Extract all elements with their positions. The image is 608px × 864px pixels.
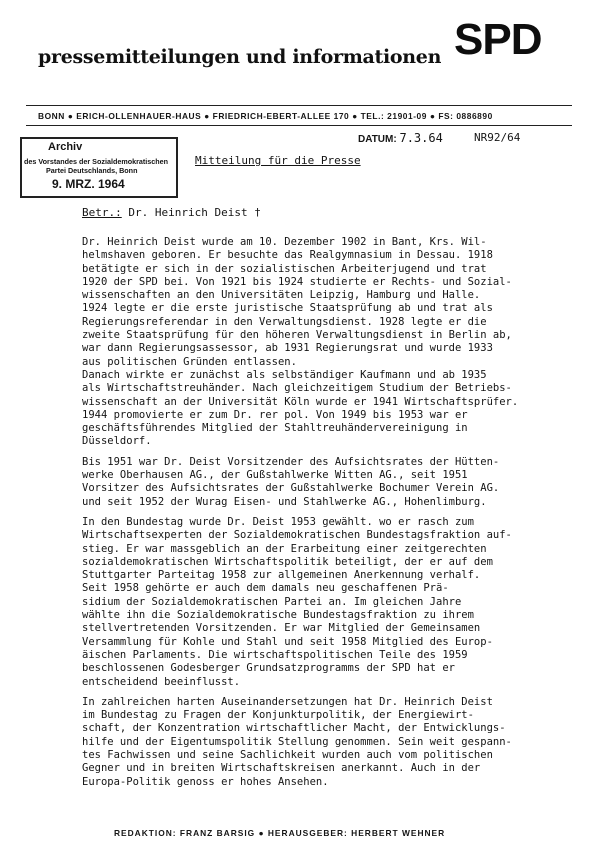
stamp-date: 9. MRZ. 1964 [52,177,125,191]
subject-text: Dr. Heinrich Deist [128,206,248,219]
body-line: wählte ihn die Sozialdemokratische Bundestagsfraktion zu ihrem [82,609,474,622]
body-line: äischen Parlaments. Die wirtschaftspolitischen Teile des 1959 [82,648,468,661]
archive-stamp [20,137,178,198]
header-rule-top [26,105,572,106]
body-line: In zahlreichen harten Auseinandersetzungen hat Dr. Heinrich Deist [82,695,493,708]
cross-symbol: † [254,206,261,219]
body-line: geschäftsführendes Mitglied der Stahltreuhändervereinigung in [82,422,468,435]
body-line: Bis 1951 war Dr. Deist Vorsitzender des Aufsichtsrates der Hütten- [82,455,500,468]
body-line: betätigte er sich in der sozialistischen Arbeiterjugend und trat [82,262,487,275]
body-line: helmshaven geboren. Er besuchte das Realgymnasium in Dessau. 1918 [82,249,493,262]
letterhead-title: pressemitteilungen und informationen [38,46,442,68]
body-line: stieg. Er war massgeblich an der Erarbeitung einer zeitgerechten [82,542,487,555]
body-line: In den Bundestag wurde Dr. Deist 1953 gewählt. wo er rasch zum [82,515,474,528]
header-rule-bottom [26,125,572,126]
body-paragraph [82,696,587,789]
letterhead-address: BONN ● ERICH-OLLENHAUER-HAUS ● FRIEDRICH-EBERT-ALLEE 170 ● TEL.: 21901-09 ● FS: 0886890 [38,111,493,121]
subject-line [82,206,261,219]
body-line: wissenschaft an der Universität Köln wurde er 1941 Wirtschaftsprüfer. [82,395,519,408]
body-line: sozialdemokratischen Wirtschaftspolitik beteiligt, der er auf dem [82,555,493,568]
body-paragraph [82,456,587,509]
body-line: Regierungsreferendar in den Verwaltungsdienst. 1928 legte er die [82,315,487,328]
body-line: Dr. Heinrich Deist wurde am 10. Dezember 1902 in Bant, Krs. Wil- [82,236,487,248]
date-field [358,131,443,145]
body-line: entscheidend beeinflusst. [82,675,241,688]
release-body [82,236,587,796]
stamp-title: Archiv [48,141,83,153]
body-line: Danach wirkte er zunächst als selbständiger Kaufmann und ab 1935 [82,368,487,381]
date-label: DATUM: [358,134,397,145]
stamp-line-2: des Vorstandes der Sozialdemokratischen [24,157,169,166]
body-line: schaft, der Konzentration wirtschaftlicher Macht, der Entwicklungs- [82,722,506,735]
body-line: werke Oberhausen AG., der Gußstahlwerke Witten AG., seit 1951 [82,469,468,482]
body-line: als Wirtschaftstreuhänder. Nach gleichzeitigem Studium der Betriebs- [82,382,512,395]
body-line: im Bundestag zu Fragen der Konjunkturpolitik, der Energiewirt- [82,709,474,722]
heading-press-notice: Mitteilung für die Presse [195,154,361,167]
body-line: aus politischen Gründen entlassen. [82,355,297,368]
body-line: Düsseldorf. [82,435,152,448]
body-line: Seit 1958 gehörte er auch dem damals neu geschaffenen Prä- [82,582,449,595]
body-paragraph [82,516,587,689]
body-line: tes Fachwissen und seine Sachlichkeit wurden auch vom politischen [82,748,493,761]
body-line: sidium der Sozialdemokratischen Partei an. Im gleichen Jahre [82,595,462,608]
body-line: Vorsitzer des Aufsichtsrates der Gußstahlwerke Bochumer Verein AG. [82,482,500,495]
body-line: 1924 legte er die erste juristische Staatsprüfung ab und trat als [82,302,493,315]
footer-credits: REDAKTION: FRANZ BARSIG ● HERAUSGEBER: HERBERT WEHNER [114,828,446,838]
body-line: Stuttgarter Parteitag 1958 zur allgemeinen Anerkennung verhalf. [82,569,481,582]
body-line: Wirtschaftsexperten der Sozialdemokratischen Bundestagsfraktion auf- [82,529,512,542]
body-line: hilfe und der Eigentumspolitik Stellung genommen. Sein weit gespann- [82,735,512,748]
release-number: NR92/64 [474,131,521,144]
subject-label: Betr.: [82,206,122,219]
body-paragraph [82,236,587,449]
body-line: beschlossenen Godesberger Grundsatzprogramms der SPD hat er [82,662,455,675]
stamp-line-3: Partei Deutschlands, Bonn [46,166,138,175]
body-line: zweite Staatsprüfung für den höheren Verwaltungsdienst in Berlin ab, [82,329,512,342]
body-line: Europa-Politik genoss er hohes Ansehen. [82,775,329,788]
body-line: Gegner und in breiten Wirtschaftskreisen anerkannt. Auch in der [82,762,481,775]
date-value: 7.3.64 [399,131,443,145]
body-line: stellvertretenden Vorsitzenden. Er war Mitglied der Gemeinsamen [82,622,481,635]
spd-logo: SPD [454,15,542,64]
body-line: war dann Regierungsassessor, ab 1931 Regierungsrat und wurde 1933 [82,342,493,355]
body-line: Versammlung für Kohle und Stahl und seit 1958 Mitglied des Europ- [82,635,493,648]
body-line: wissenschaften an den Universitäten Leipzig, Hamburg und Halle. [82,289,481,302]
body-line: 1920 der SPD bei. Von 1921 bis 1924 studierte er Rechts- und Sozial- [82,275,512,288]
body-line: und seit 1952 der Wurag Eisen- und Stahlwerke AG., Hohenlimburg. [82,495,487,508]
body-line: 1944 promovierte er zum Dr. rer pol. Von 1949 bis 1953 war er [82,408,468,421]
